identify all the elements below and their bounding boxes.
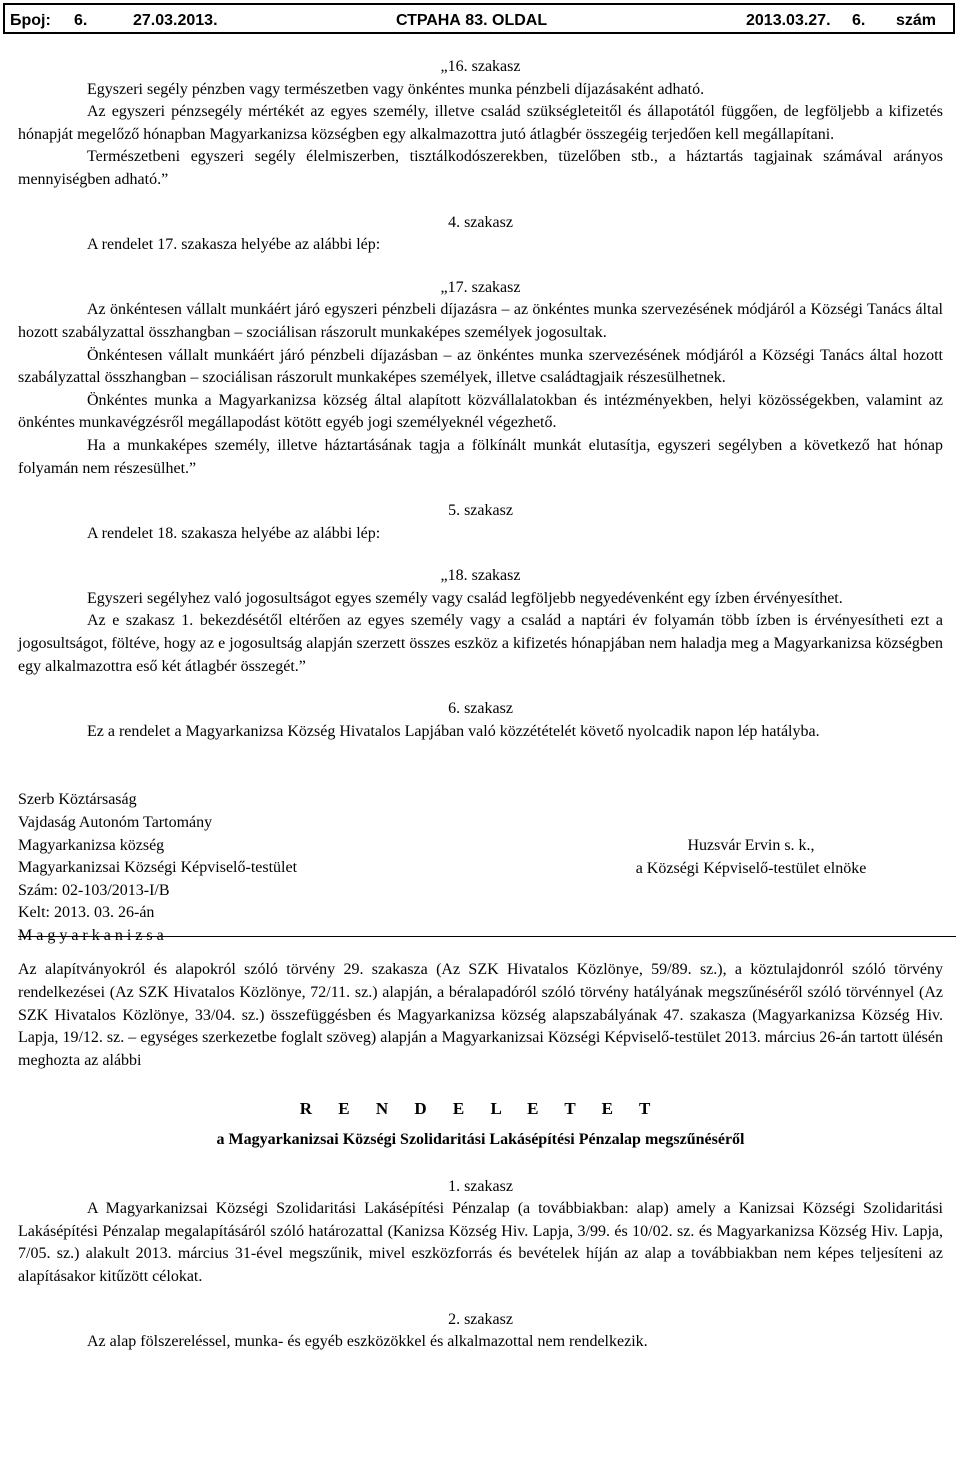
issuer-block <box>18 789 297 947</box>
section-6-title: 6. szakasz <box>448 700 513 718</box>
decree-subtitle: a Magyarkanizsai Községi Szolidaritási Lakásépítési Pénzalap megszűnéséről <box>216 1131 745 1148</box>
divider-line <box>18 936 956 937</box>
issuer-municipality: Magyarkanizsa község <box>18 836 165 854</box>
header-szam: szám <box>896 12 937 29</box>
section-17-paragraph: Önkéntes munka a Magyarkanizsa község által alapított közvállalatokban és intézményekben, helyi közösségekben, valamint az önkéntes munkavégzésről megállapodást kötött egyéb jogi személyeknél végezhető. <box>18 391 943 432</box>
section-4-intro: A rendelet 17. szakasza helyébe az alábbi lép: <box>87 236 381 254</box>
preamble-paragraph: Az alapítványokról és alapokról szóló törvény 29. szakasza (Az SZK Hivatalos Közlönye, 59/89. sz.), a köztulajdonról szóló törvény rendelkezései (Az SZK Hivatalos Közlönye, 72/11. sz.) alapján, a béralapadóról szóló törvény hatályának megszűnéséről szóló törvénnyel (Az SZK Hivatalos Közlönye, 33/04. sz.) összefüggésben és Magyarkanizsa község alapszabályának 47. szakasza (Magyarkanizsa Község Hiv. Lapja, 19/12. sz. – egységes szerkezetbe foglalt szöveg) alapján a Magyarkanizsai Községi Képviselő-testület 2013. március 26-án tartott ülésén meghozta az alábbi <box>18 961 943 1069</box>
issuer-date: Kelt: 2013. 03. 26-án <box>18 904 155 922</box>
issuer-place: M a g y a r k a n i z s a <box>18 927 164 944</box>
decree-heading: R E N D E L E T E T <box>299 1099 662 1119</box>
issuer-province: Vajdaság Autonóm Tartomány <box>18 814 213 832</box>
signature-block <box>18 789 943 944</box>
header-date-cyrillic: 27.03.2013. <box>133 12 218 29</box>
section-5-title: 5. szakasz <box>448 502 513 520</box>
section-18-paragraph: Az e szakasz 1. bekezdésétől eltérően az egyes személy vagy a család a naptári év folyamán több ízben is érvényesítheti ezt a jogosultságot, föltéve, hogy az e jogosultság alapján szerzett összes eszköz a kifizetés hónapjában nem haladja meg a Magyarkanizsa községben egy alkalmazottra eső két átlagbér összegét.” <box>18 612 943 675</box>
section-4-title: 4. szakasz <box>448 213 513 231</box>
header-issue-number-hu: 6. <box>852 12 866 29</box>
section-6-paragraph: Ez a rendelet a Magyarkanizsa Község Hivatalos Lapjában való közzétételét követő nyolcadik napon lép hatályba. <box>87 722 820 740</box>
section-16-paragraph: Egyszeri segély pénzben vagy természetben vagy önkéntes munka pénzbeli díjazásaként adható. <box>87 80 705 98</box>
section-16-paragraph: Természetbeni egyszeri segély élelmiszerben, tisztálkodószerekben, tüzelőben stb., a háztartás tagjainak számával arányos mennyiségben adható.” <box>18 148 943 188</box>
section-18-paragraph: Egyszeri segélyhez való jogosultságot egyes személy vagy család legföljebb negyedévenként egy ízben érvényesíthet. <box>87 589 843 607</box>
section-17-paragraph: Az önkéntesen vállalt munkáért járó egyszeri pénzbeli díjazásra – az önkéntes munka szervezésének módjáról a Községi Tanács által hozott szabályzattal összhangban – szociálisan rászorult munkaképes személyek jogosultak. <box>18 301 943 341</box>
section-17-paragraph: Önkéntesen vállalt munkáért járó pénzbeli díjazásban – az önkéntes munka szervezésének módjáról a Községi Tanács által hozott szabályzattal összhangban – szociálisan rászorult munkaképes személyek, illetve családtagjaik részesülhetnek. <box>18 346 943 387</box>
header-broj: Број: <box>10 12 51 29</box>
header-page-number: СТРАНА 83. OLDAL <box>396 12 548 29</box>
page-header <box>3 3 955 34</box>
section-16-paragraph: Az egyszeri pénzsegély mértékét az egyes személy, illetve család szükségleteitől és állapotától függően, de legföljebb a kifizetés hónapját megelőző hónapban Magyarkanizsa községben egy alkalmazottra jutó átlagbér összegéig terjedően kell megállapítani. <box>18 103 943 143</box>
issuer-number: Szám: 02-103/2013-I/B <box>18 881 170 899</box>
article-2-paragraph: Az alap fölszereléssel, munka- és egyéb eszközökkel és alkalmazottal nem rendelkezik. <box>87 1333 648 1351</box>
signatory-name: Huzsvár Ervin s. k., <box>687 837 815 855</box>
issuer-assembly: Magyarkanizsai Községi Képviselő-testület <box>18 859 298 877</box>
header-date-hungarian: 2013.03.27. <box>746 12 831 29</box>
section-18-title: „18. szakasz <box>440 567 521 585</box>
article-1-paragraph: A Magyarkanizsai Községi Szolidaritási Lakásépítési Pénzalap (a továbbiakban: alap) amely a Kanizsai Községi Szolidaritási Lakásépítési Pénzalap megalapításáról szóló határozattal (Kanizsa Község Hiv. Lapja, 3/99. és 10/02. sz. és Magyarkanizsa Község Hiv. Lapja, 7/05. sz.) alakult 2013. március 31-ével megszűnik, mivel eszközforrás és bevételek híján az alap a továbbiakban nem képes teljesíteni az alapításakor kitűzött célokat. <box>18 1200 943 1285</box>
section-17-title: „17. szakasz <box>440 278 521 296</box>
section-16-title: „16. szakasz <box>440 58 521 75</box>
article-1-title: 1. szakasz <box>448 1177 513 1195</box>
signatory-block <box>616 835 886 880</box>
issuer-country: Szerb Köztársaság <box>18 791 137 809</box>
article-2-title: 2. szakasz <box>448 1310 513 1328</box>
header-issue-number: 6. <box>74 12 88 29</box>
section-17-paragraph: Ha a munkaképes személy, illetve háztartásának tagja a fölkínált munkát elutasítja, egyszeri segélyben a következő hat hónap folyamán nem részesülhet.” <box>18 436 943 477</box>
section-5-intro: A rendelet 18. szakasza helyébe az alábbi lép: <box>87 524 381 542</box>
document-body <box>18 56 943 1354</box>
signatory-role: a Községi Képviselő-testület elnöke <box>635 860 867 878</box>
